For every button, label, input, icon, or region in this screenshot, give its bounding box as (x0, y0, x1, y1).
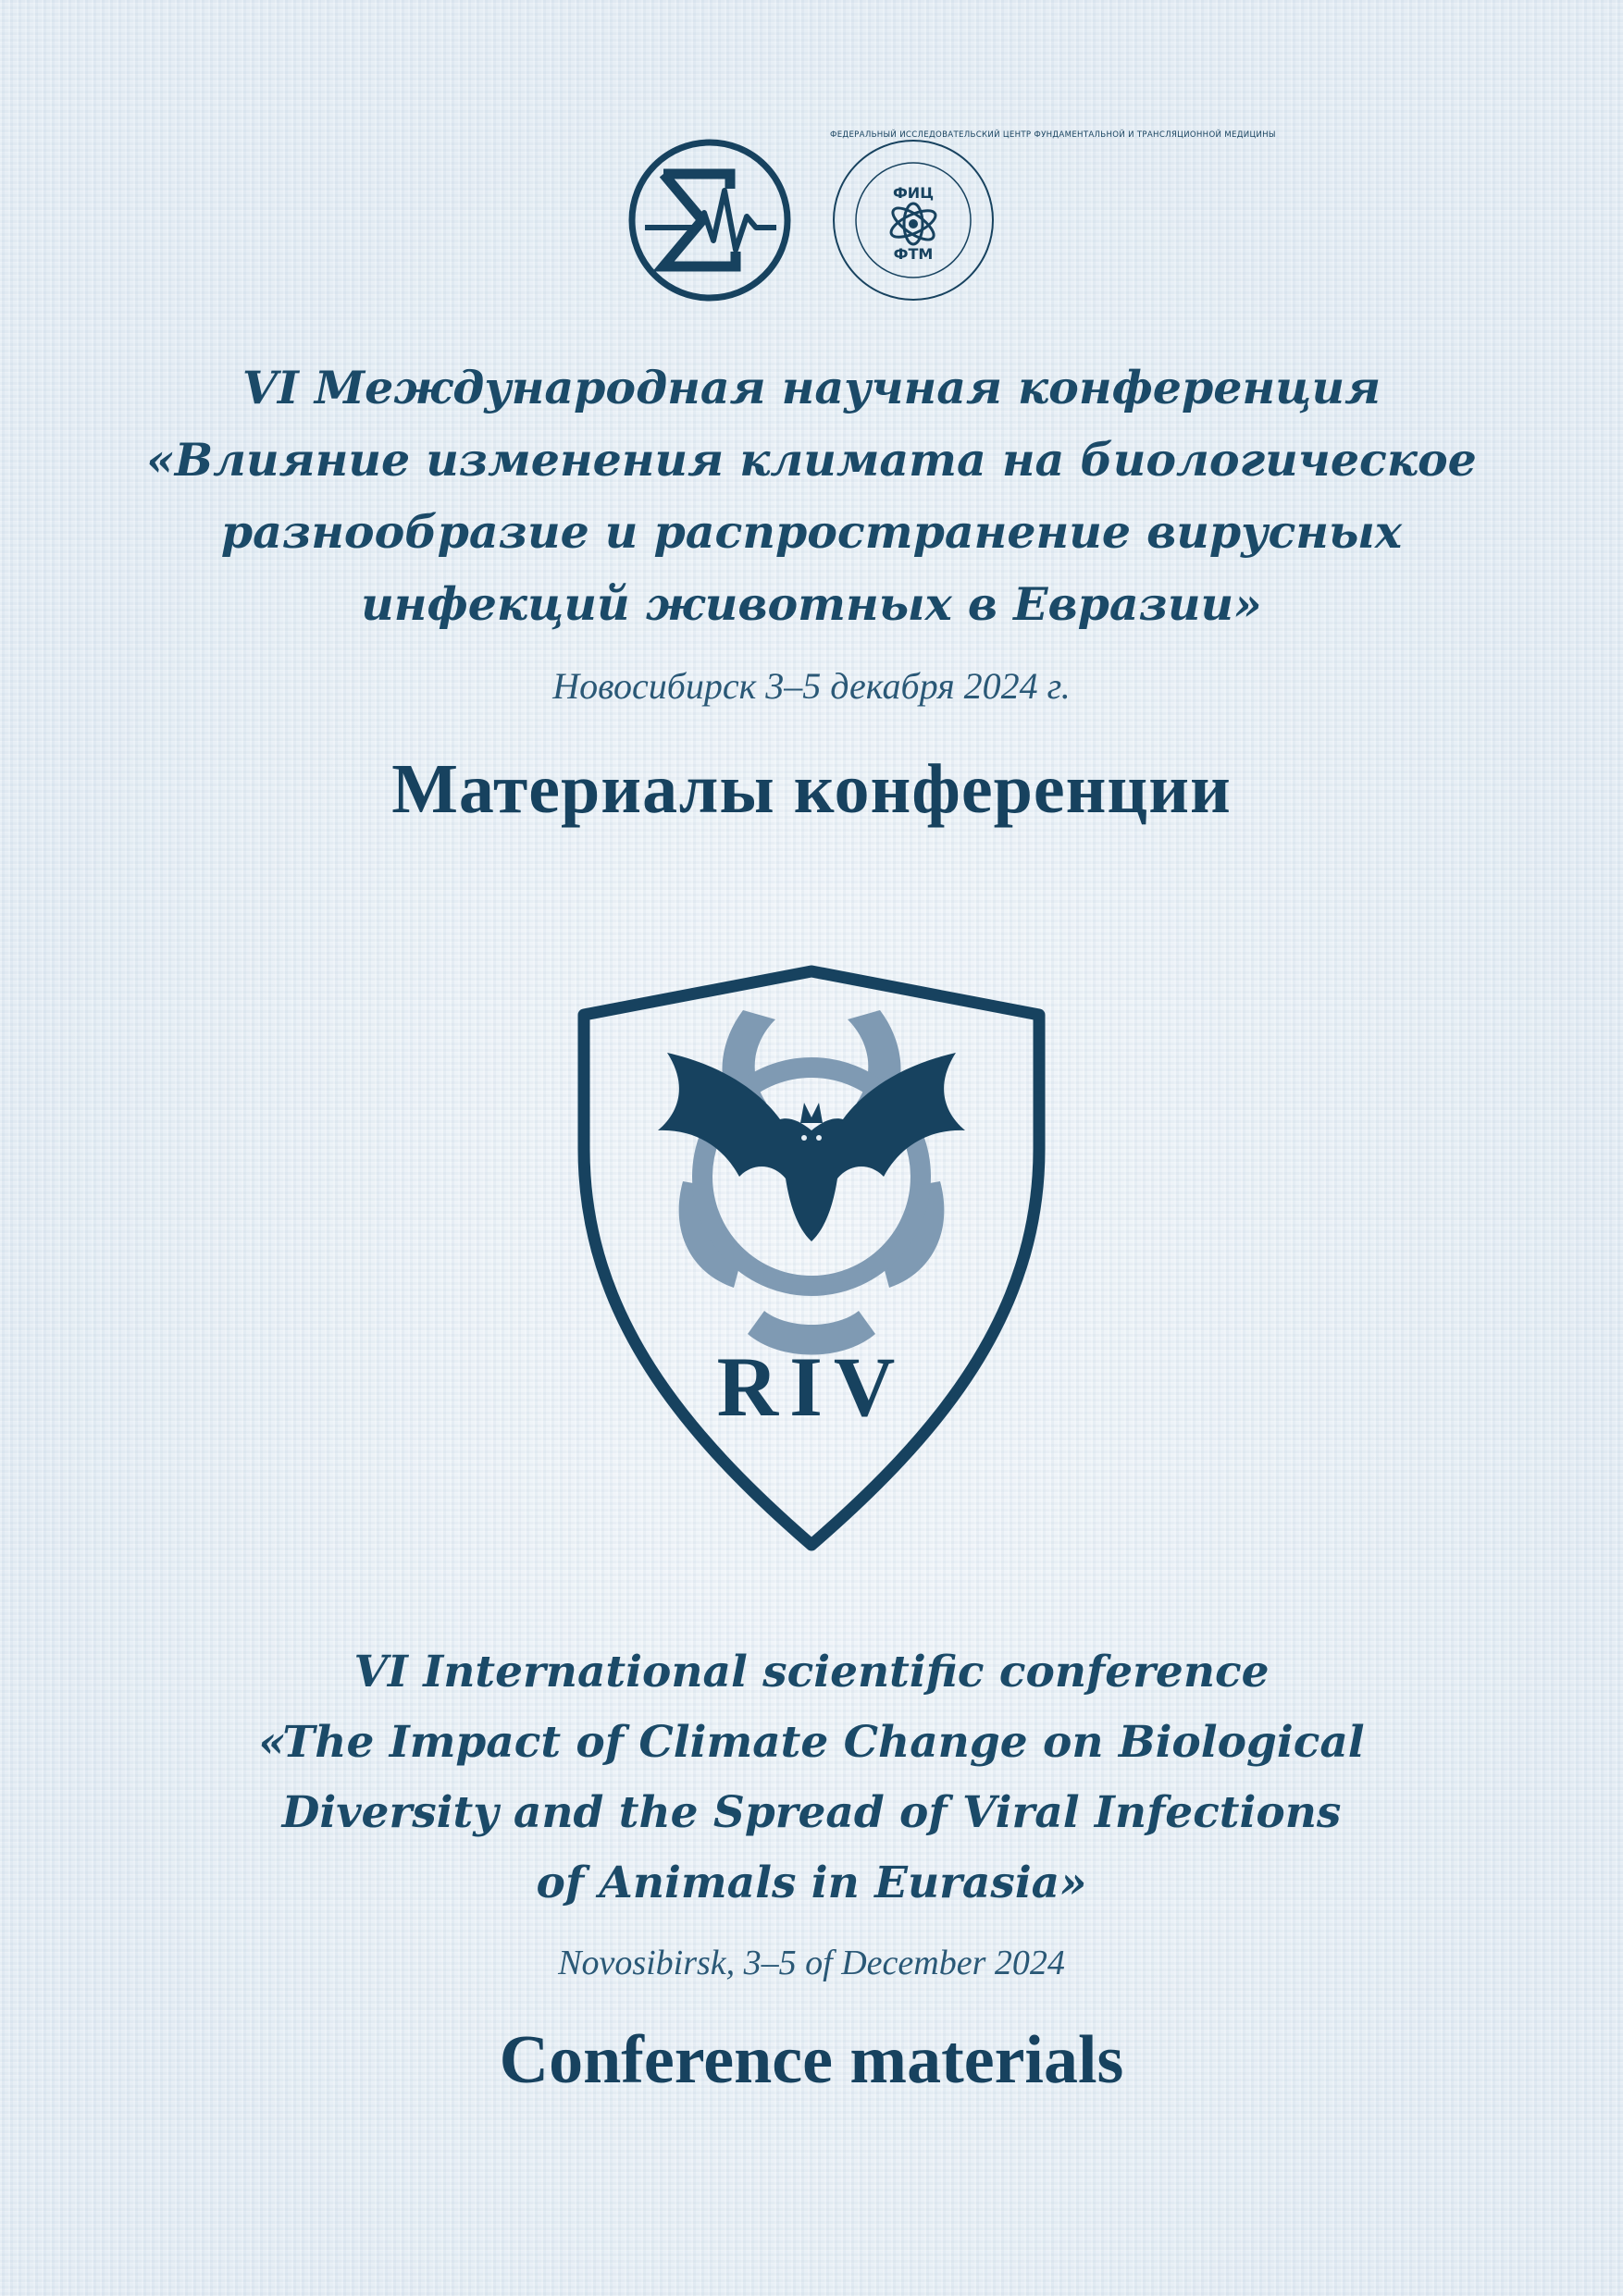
fic-ring-text: ФЕДЕРАЛЬНЫЙ ИССЛЕДОВАТЕЛЬСКИЙ ЦЕНТР ФУНДАМЕНТАЛЬНОЙ И ТРАНСЛЯЦИОННОЙ МЕДИЦИНЫ (830, 130, 1276, 140)
fic-label: ФИЦ (892, 184, 935, 202)
riv-label: RIV (716, 1339, 907, 1434)
fic-ftm-atom-icon (830, 130, 1276, 303)
russian-title-line-4: инфекций животных в Евразии» (361, 577, 1262, 631)
english-title-line-2: «The Impact of Climate Change on Biological (258, 1717, 1365, 1768)
english-materials-heading: Conference materials (499, 2022, 1124, 2098)
russian-materials-heading: Материалы конференции (391, 750, 1232, 828)
russian-title-line-3: разнообразие и распространение вирусных (220, 505, 1403, 559)
english-title-line-3: Diversity and the Spread of Viral Infections (281, 1787, 1342, 1838)
riv-shield-bat-biohazard-icon (558, 964, 1065, 1556)
english-title-line-1: VI International scientific conference (353, 1647, 1270, 1697)
english-place-date: Novosibirsk, 3–5 of December 2024 (558, 1944, 1065, 1982)
ftm-label: ФТМ (893, 245, 934, 263)
sigma-ecg-icon (626, 137, 793, 303)
english-conference-title (0, 1637, 1623, 1919)
russian-title-line-2: «Влияние изменения климата на биологическое (146, 433, 1477, 487)
english-title-line-4: of Animals in Eurasia» (536, 1858, 1087, 1908)
logos-row (0, 130, 1623, 303)
russian-conference-title (0, 352, 1623, 640)
russian-title-line-1: VI Международная научная конференция (242, 361, 1381, 414)
russian-place-date: Новосибирск 3–5 декабря 2024 г. (552, 665, 1071, 707)
